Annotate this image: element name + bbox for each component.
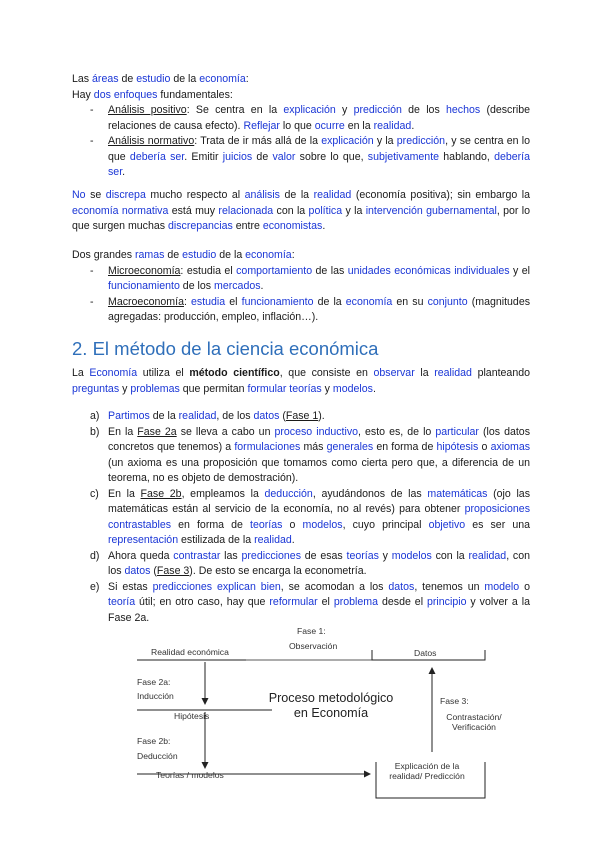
step-text: en forma de — [373, 441, 437, 453]
para-text: con la — [273, 204, 309, 217]
intro-text: de la — [170, 73, 200, 85]
step-text: , ayudándonos de las — [312, 487, 428, 500]
step-keyword: deducción — [264, 487, 313, 500]
para-text: utiliza el — [137, 367, 190, 379]
para-keyword: intervención gubernamental — [365, 204, 497, 217]
step-phase: Fase 2a — [137, 425, 177, 438]
step-text: o — [282, 518, 303, 531]
step-keyword: reformular — [269, 596, 318, 608]
ramas-line — [72, 248, 530, 264]
item-keyword: explicación — [283, 104, 336, 116]
item-label: Análisis positivo — [108, 104, 187, 116]
intro-text: de — [118, 73, 137, 85]
para-text: entre — [232, 220, 263, 232]
step-keyword: modelos — [391, 549, 432, 562]
item-text: en la — [344, 119, 374, 132]
step-text: las — [220, 549, 242, 562]
ramas-block — [72, 248, 530, 326]
item-keyword: debería ser — [108, 150, 531, 178]
step-keyword: representación — [108, 534, 179, 546]
item-text: de los — [401, 104, 447, 116]
item-text: y — [335, 104, 354, 116]
metodo-intro-paragraph — [72, 366, 530, 397]
para-text: Dos grandes — [72, 249, 136, 261]
step-text: , tenemos un — [414, 580, 485, 593]
discrepa-paragraph — [72, 188, 530, 235]
step-text: . — [291, 534, 295, 546]
fase3-label: Fase 3: — [440, 696, 469, 706]
para-text: y — [321, 382, 333, 395]
item-text: sobre lo que, — [295, 150, 368, 163]
step-keyword: proposiciones contrastables — [108, 503, 530, 531]
item-keyword: mercados — [214, 280, 261, 292]
step-text: , empleamos la — [181, 487, 265, 500]
intro-keyword: áreas — [92, 73, 119, 85]
step-text: (los datos concretos que tenemos) a — [108, 425, 530, 453]
item-keyword: funcionamiento — [241, 295, 314, 308]
para-keyword: observar — [373, 367, 415, 379]
step-keyword: generales — [326, 441, 374, 453]
step-text: Si estas — [108, 580, 153, 593]
step-marker: b) — [90, 425, 100, 438]
para-keyword: discrepancias — [168, 220, 233, 232]
fase2b-label: Fase 2b: — [137, 736, 171, 746]
para-keyword: No — [72, 189, 86, 201]
step-text: de la — [149, 410, 179, 422]
steps-list — [72, 409, 530, 626]
section-heading: 2. El método de la ciencia económica — [72, 338, 379, 359]
step-keyword: predicciones — [241, 549, 301, 562]
step-keyword: teorías — [346, 549, 379, 562]
item-text: de la — [313, 295, 346, 308]
step-keyword: matemáticas — [427, 487, 488, 500]
intro-text: Hay — [72, 88, 94, 101]
para-text: (economía positiva); sin embargo la — [351, 189, 530, 201]
list-item — [72, 409, 530, 425]
item-text: (describe relaciones de causa efecto). — [108, 104, 531, 132]
intro-keyword: economía — [199, 73, 246, 85]
step-text: ( — [150, 565, 157, 577]
para-keyword: estudio — [182, 249, 217, 261]
intro-keyword: dos enfoques — [93, 88, 158, 101]
item-label: Análisis normativo — [108, 135, 195, 147]
para-keyword: realidad — [313, 189, 352, 201]
para-text: mucho respecto al — [145, 189, 245, 201]
list-item — [72, 134, 530, 181]
para-text: : — [291, 249, 295, 261]
step-keyword: datos — [124, 565, 151, 577]
para-text: y la — [342, 204, 366, 217]
para-text: de la — [279, 189, 314, 201]
diagram-title: Proceso metodológico en Economía — [268, 691, 394, 720]
para-keyword: ramas — [135, 249, 165, 261]
step-keyword: modelos — [302, 518, 343, 531]
para-text: se — [85, 189, 106, 201]
para-text: , por lo que surgen muchas — [72, 204, 531, 232]
areas-line — [72, 72, 530, 88]
step-text: y — [378, 549, 392, 562]
para-text: de la — [216, 249, 246, 261]
item-text: lo que — [279, 119, 315, 132]
teorias-label: Teorías / modelos — [156, 770, 224, 780]
item-keyword: predicción — [353, 104, 402, 116]
step-text: Ahora queda — [108, 549, 174, 562]
item-keyword: Reflejar — [243, 119, 280, 132]
list-item — [72, 487, 530, 549]
steps-block — [72, 409, 530, 626]
para-keyword: problemas — [130, 382, 180, 395]
para-text: y — [119, 382, 131, 395]
para-keyword: economistas — [262, 220, 323, 232]
para-keyword: Economía — [89, 367, 138, 379]
step-text: (ojo las matemáticas están al servicio de la economía, no al revés) para obtener — [108, 487, 530, 515]
item-keyword: valor — [272, 150, 296, 163]
para-text: La — [72, 367, 90, 379]
contrastacion-label: Contrastación/ Verificación — [446, 712, 502, 732]
step-keyword: datos — [388, 580, 415, 593]
item-text: : Trata de ir más allá de la — [194, 135, 322, 147]
areas-block — [72, 72, 530, 181]
hipotesis-label: Hipótesis — [174, 711, 210, 721]
induccion-label: Inducción — [137, 691, 174, 701]
item-text: . — [122, 166, 126, 178]
step-text: ( — [279, 410, 286, 422]
step-keyword: proceso inductivo — [274, 425, 359, 438]
item-text: y el — [509, 264, 531, 277]
intro-keyword: estudio — [136, 73, 171, 85]
para-keyword: modelos — [332, 382, 373, 395]
para-keyword: relacionada — [218, 204, 274, 217]
intro-text: fundamentales: — [157, 88, 233, 101]
item-keyword: subjetivamente — [367, 150, 440, 163]
step-keyword: predicciones explican bien — [152, 580, 281, 593]
item-text: el — [225, 295, 242, 308]
step-keyword: particular — [435, 425, 479, 438]
item-keyword: juicios — [222, 150, 253, 163]
step-text: o — [519, 580, 530, 593]
para-keyword: preguntas — [72, 382, 120, 395]
item-text: : — [183, 295, 192, 308]
item-label: Microeconomía — [108, 264, 181, 277]
para-text: planteando — [471, 367, 530, 379]
datos-label: Datos — [414, 648, 437, 658]
para-keyword: análisis — [244, 189, 280, 201]
item-keyword: comportamiento — [236, 264, 313, 277]
step-keyword: realidad — [468, 549, 507, 562]
ramas-list — [72, 264, 530, 326]
observacion-label: Observación — [289, 641, 338, 651]
step-phase: Fase 2b — [140, 487, 182, 500]
step-text: ). De esto se encarga la econometría. — [189, 565, 367, 577]
step-text: el — [317, 596, 334, 608]
para-text: . — [322, 220, 326, 232]
step-text: con la — [431, 549, 469, 562]
list-item — [72, 295, 530, 326]
list-item — [72, 103, 530, 134]
para-text: , que consiste en — [279, 367, 374, 379]
step-keyword: realidad — [254, 534, 292, 546]
step-text: desde el — [378, 596, 428, 608]
step-phase: Fase 1 — [285, 410, 319, 422]
step-marker: e) — [90, 580, 100, 593]
item-keyword: predicción — [396, 135, 446, 147]
item-keyword: conjunto — [427, 295, 468, 308]
list-item — [72, 264, 530, 295]
para-keyword: discrepa — [105, 189, 146, 201]
step-text: de esas — [301, 549, 347, 562]
item-text: y la — [373, 135, 397, 147]
item-keyword: realidad — [373, 119, 412, 132]
step-keyword: Partimos — [108, 410, 150, 422]
enfoques-line — [72, 88, 530, 104]
item-text: . — [260, 280, 264, 292]
item-text: de — [252, 150, 273, 163]
item-keyword: estudia — [191, 295, 226, 308]
step-keyword: objetivo — [428, 518, 466, 531]
para-text: de — [164, 249, 183, 261]
step-phase: Fase 3 — [156, 565, 190, 577]
step-text: En la — [108, 425, 138, 438]
step-marker: a) — [90, 410, 100, 422]
step-keyword: problema — [333, 596, 379, 608]
para-keyword: economía normativa — [72, 204, 169, 217]
explicacion-label: Explicación de la realidad/ Predicción — [389, 761, 465, 781]
para-keyword: realidad — [434, 367, 472, 379]
intro-text: : — [245, 73, 249, 85]
item-text: : estudia el — [180, 264, 237, 277]
step-text: , cuyo principal — [342, 518, 429, 531]
step-text: útil; en otro caso, hay que — [135, 596, 270, 608]
para-keyword: política — [308, 204, 343, 217]
list-item — [72, 580, 530, 627]
item-text: en su — [392, 295, 428, 308]
step-text: , se acomodan a los — [280, 580, 389, 593]
realidad-label: Realidad económica — [151, 647, 229, 657]
item-text: hablando, — [439, 150, 495, 163]
deduccion-label: Deducción — [137, 751, 178, 761]
step-text: se lleva a cabo un — [176, 425, 275, 438]
item-text: . — [411, 119, 415, 132]
item-keyword: unidades económicas individuales — [347, 264, 510, 277]
item-keyword: funcionamiento — [108, 280, 180, 292]
step-text: En la — [108, 487, 141, 500]
fase2a-label: Fase 2a: — [137, 677, 171, 687]
step-keyword: formulaciones — [234, 441, 301, 453]
step-keyword: datos — [253, 410, 280, 422]
step-text: , de los — [216, 410, 254, 422]
para-keyword: formular teorías — [247, 382, 322, 395]
item-keyword: ocurre — [314, 119, 345, 132]
step-keyword: teorías — [250, 518, 283, 531]
step-text: más — [300, 441, 327, 453]
list-item — [72, 425, 530, 487]
step-keyword: hipótesis — [436, 441, 479, 453]
step-keyword: principio — [427, 596, 467, 608]
para-text: está muy — [168, 204, 219, 217]
step-text: ). — [318, 410, 325, 422]
step-text: (un axioma es una proposición que tomamos como cierta pero que, a diferencia de un teorema, no es objeto de demostración). — [108, 456, 530, 484]
item-keyword: debería ser — [129, 150, 185, 163]
fase1-label: Fase 1: — [297, 626, 326, 636]
step-keyword: axiomas — [490, 441, 531, 453]
step-text: en forma de — [171, 518, 251, 531]
step-marker: d) — [90, 549, 100, 562]
item-keyword: economía — [345, 295, 393, 308]
step-text: o — [478, 441, 491, 453]
intro-text: Las — [72, 73, 93, 85]
item-label: Macroeconomía — [108, 295, 184, 308]
item-text: . Emitir — [184, 150, 223, 163]
step-text: estilizada de la — [178, 534, 255, 546]
item-keyword: explicación — [321, 135, 374, 147]
step-text: , esto es, de lo — [358, 425, 436, 438]
step-marker: c) — [90, 487, 99, 500]
para-text: la — [414, 367, 435, 379]
para-text: . — [372, 382, 376, 395]
step-text: , con los — [108, 549, 530, 577]
list-item — [72, 549, 530, 580]
item-keyword: hechos — [446, 104, 481, 116]
item-text: de los — [179, 280, 215, 292]
item-text: : Se centra en la — [186, 104, 284, 116]
item-text: de las — [312, 264, 348, 277]
item-text: , y se centra en lo que — [108, 135, 531, 163]
step-keyword: teoría — [108, 596, 136, 608]
step-text: es ser una — [465, 518, 530, 531]
para-keyword: economía — [245, 249, 292, 261]
step-keyword: modelo — [484, 580, 520, 593]
step-keyword: realidad — [178, 410, 217, 422]
step-keyword: contrastar — [173, 549, 221, 562]
para-text: que permitan — [179, 382, 248, 395]
para-bold: método científico — [189, 367, 280, 379]
item-text: (magnitudes agregadas: producción, empleo, inflación…). — [108, 295, 531, 323]
enfoques-list — [72, 103, 530, 181]
step-text: y volver a la Fase 2a. — [108, 596, 530, 624]
